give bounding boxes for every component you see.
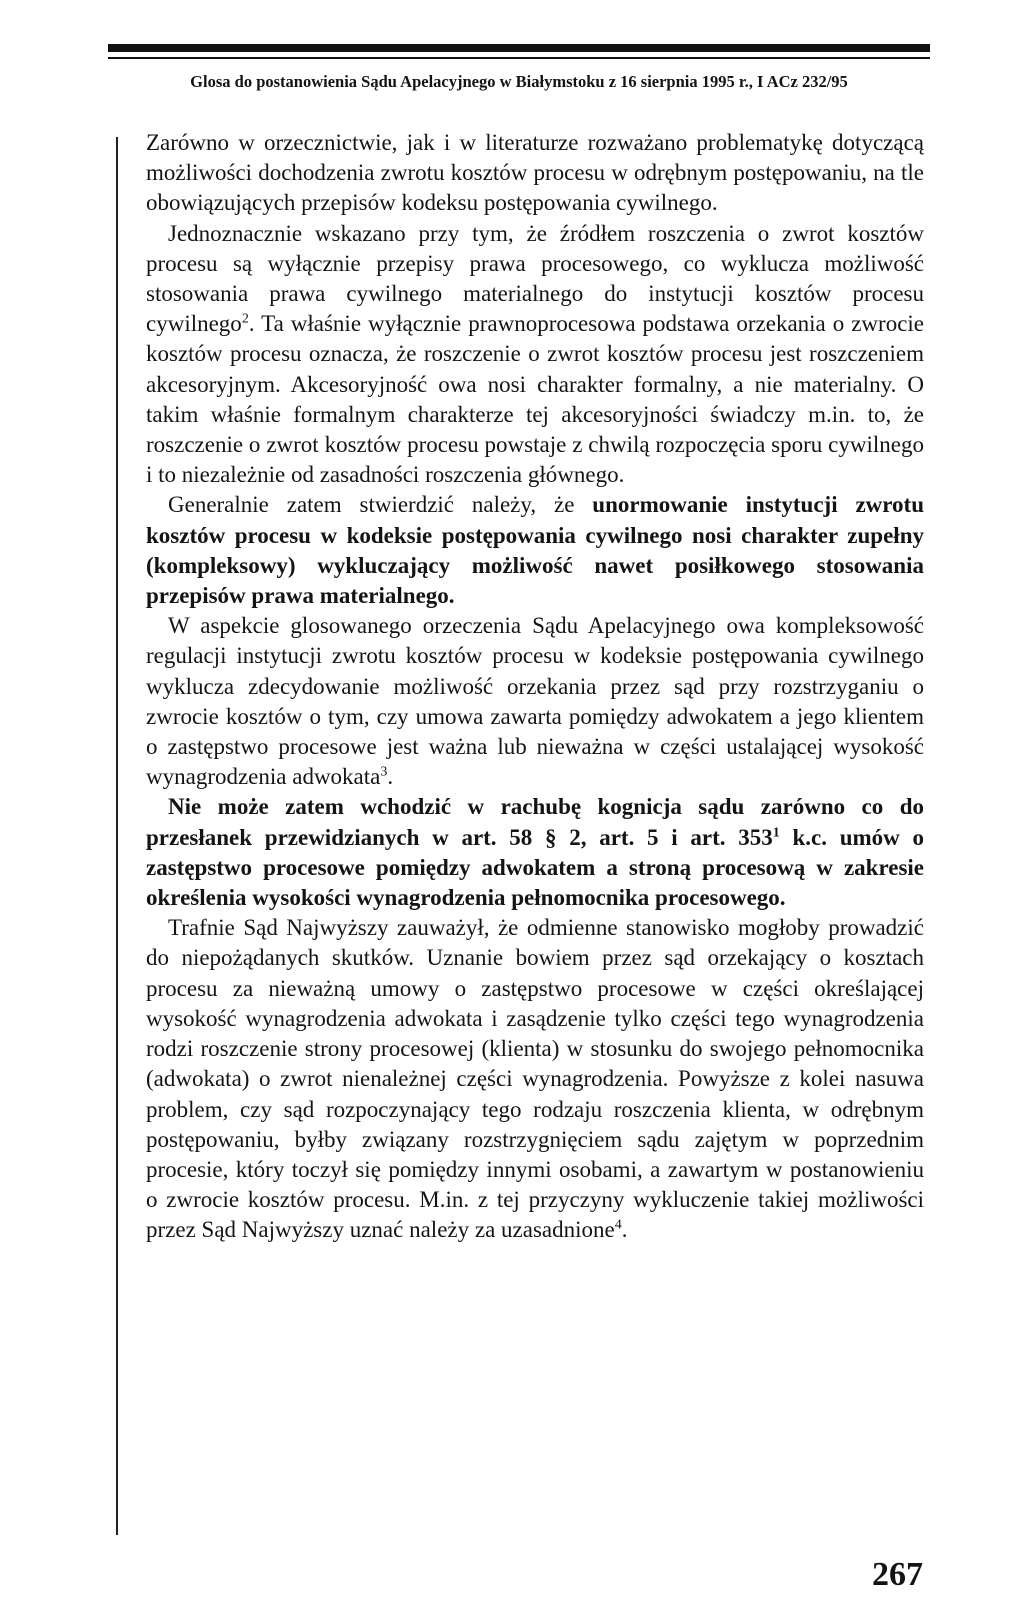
paragraph-2-text-a: Jednoznacznie wskazano przy tym, że źródłem roszczenia o zwrot kosztów procesu są wyłącznie przepisy prawa procesowego, co wyklucza możliwość stosowania prawa cywilnego materialnego do instytucji kosztów procesu cywilnego (146, 220, 924, 337)
footnote-ref-3: 3 (380, 764, 388, 780)
header-rule-thin (108, 57, 930, 59)
running-header: Glosa do postanowienia Sądu Apelacyjnego w Białymstoku z 16 sierpnia 1995 r., I ACz 232/95 (190, 72, 848, 91)
paragraph-5 (146, 792, 924, 913)
body-text (146, 128, 924, 1246)
paragraph-4-text-b: . (387, 764, 394, 790)
paragraph-5-emphasis (146, 794, 924, 910)
paragraph-3-emphasis: unormowanie instytucji zwrotu kosztów procesu w kodeksie postępowania cywilnego nosi charakter zupełny (kompleksowy) wykluczający możliwość nawet posiłkowego stosowania przepisów prawa materialnego. (146, 492, 925, 609)
page-number: 267 (872, 1556, 923, 1593)
footnote-ref-2: 2 (241, 311, 249, 327)
paragraph-6-text-b: . (621, 1217, 628, 1243)
paragraph-2 (146, 219, 924, 491)
paragraph-1: Zarówno w orzecznictwie, jak i w literaturze rozważano problematykę dotyczącą możliwości dochodzenia zwrotu kosztów procesu w odrębnym postępowaniu, na tle obowiązujących przepisów kodeksu postępowania cywilnego. (146, 130, 924, 216)
header-rule-thick (108, 44, 930, 52)
footnote-ref-4: 4 (614, 1217, 622, 1233)
paragraph-5-text-a: Nie może zatem wchodzić w rachubę kognicja sądu zarówno co do przesłanek przewidzianych w art. 58 § 2, art. 5 i art. 353 (146, 794, 924, 850)
paragraph-5-text-b: k.c. umów o zastępstwo procesowe pomiędzy adwokatem a stroną procesową w zakresie określenia wysokości wynagrodzenia pełnomocnika procesowego. (146, 824, 924, 911)
paragraph-4-text-a: W aspekcie glosowanego orzeczenia Sądu Apelacyjnego owa kompleksowość regulacji instytucji zwrotu kosztów procesu w kodeksie postępowania cywilnego wyklucza zdecydowanie możliwość orzekania przez sąd przy rozstrzyganiu o zwrocie kosztów o tym, czy umowa zawarta pomiędzy adwokatem a jego klientem o zastępstwo procesowe jest ważna lub nieważna w części ustalającej wysokość wynagrodzenia adwokata (146, 613, 924, 790)
paragraph-6 (146, 913, 924, 1245)
paragraph-2-text-b: . Ta właśnie wyłącznie prawnoprocesowa podstawa orzekania o zwrocie kosztów procesu oznacza, że roszczenie o zwrot kosztów procesu jest roszczeniem akcesoryjnym. Akcesoryjność owa nosi charakter formalny, a nie materialny. O takim właśnie formalnym charakterze tej akcesoryjności świadczy m.in. to, że roszczenie o zwrot kosztów procesu powstaje z chwilą rozpoczęcia sporu cywilnego i to niezależnie od zasadności roszczenia głównego. (146, 311, 924, 488)
paragraph-4 (146, 611, 924, 792)
margin-line (116, 137, 118, 1535)
paragraph-6-text-a: Trafnie Sąd Najwyższy zauważył, że odmienne stanowisko mogłoby prowadzić do niepożądanych skutków. Uznanie bowiem przez sąd orzekający o kosztach procesu za nieważną umowy o zastępstwo procesowe w części określającej wysokość wynagrodzenia adwokata i zasądzenie tylko części tego wynagrodzenia rodzi roszczenie strony procesowej (klienta) w stosunku do swojego pełnomocnika (adwokata) o zwrot nienależnej części wynagrodzenia. Powyższe z kolei nasuwa problem, czy sąd rozpoczynający tego rodzaju roszczenia klienta, w odrębnym postępowaniu, byłby związany rozstrzygnięciem sądu zajętym w poprzednim procesie, który toczył się pomiędzy innymi osobami, a zawartym w postanowieniu o zwrocie kosztów procesu. M.in. z tej przyczyny wykluczenie takiej możliwości przez Sąd Najwyższy uznać należy za uzasadnione (146, 915, 924, 1243)
paragraph-3-text: Generalnie zatem stwierdzić należy, że (168, 492, 593, 518)
article-superscript: 1 (772, 825, 780, 841)
paragraph-3 (146, 490, 924, 611)
